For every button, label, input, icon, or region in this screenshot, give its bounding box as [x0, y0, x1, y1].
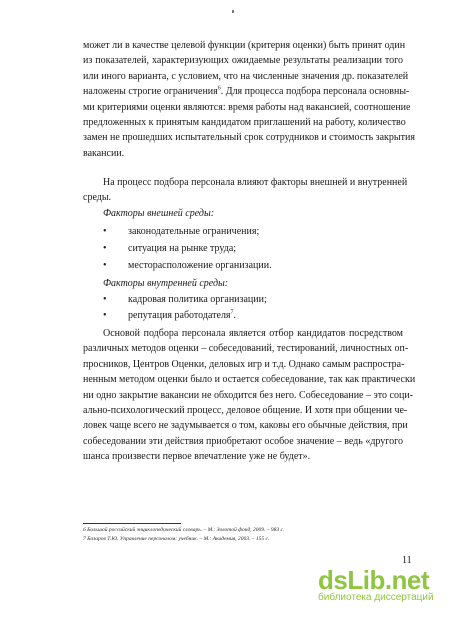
text-line: ально-психологический процесс, деловое общение. И хотя при общении че- [83, 405, 408, 417]
text-line: может ли в качестве целевой функции (критерия оценки) быть принят один [83, 40, 406, 51]
text-line: ненным методом оценки было и остается собеседование, так как практически [83, 374, 416, 386]
watermark-logo: dsLib.net [318, 565, 430, 595]
bullet-icon: • [103, 310, 107, 321]
text-line: ловек чаще всего не задумывается о том, каковы его обычные действия, при [83, 420, 408, 432]
text-line: ми критериями оценки являются: время работы над вакансией, соотношение [83, 101, 411, 113]
list-item-text: месторасположение организации. [128, 260, 272, 271]
text-line: предложенных к принятым кандидатом приглашений на работу, количество [83, 117, 406, 129]
text-line: среды. [83, 192, 112, 204]
list-item [103, 310, 236, 321]
text-line: вакансии. [83, 147, 125, 159]
list-item [103, 260, 272, 271]
page-number: 11 [402, 555, 412, 566]
text-line: ни одно закрытие вакансии не обходится без него. Собеседование – это соци- [83, 389, 413, 401]
footnote: 6 Большой российский энциклопедический словарь. – М.: Золотой фонд, 2009. – 983 с. [83, 527, 285, 533]
footnote-divider [83, 523, 181, 524]
list-item-text: ситуация на рынке труда; [128, 243, 237, 254]
internal-factors-heading: Факторы внутренней среды: [103, 278, 229, 289]
bullet-icon: • [103, 260, 107, 271]
text-segment: . [233, 310, 237, 321]
text-segment: . Для процесса подбора персонала основны- [220, 86, 410, 98]
text-line: Основой подбора персонала является отбор кандидатов посредством [103, 328, 403, 339]
text-line: из показателей, характеризующих ожидаемые результаты реализации того [83, 55, 403, 67]
footnote-ref: 7 [230, 309, 234, 316]
scan-artifact [232, 10, 234, 13]
text-line: или иного варианта, с условием, что на численные значения др. показателей [83, 70, 409, 82]
list-item-text: кадровая политика организации; [128, 294, 267, 305]
text-line: шанса произвести первое впечатление уже не будет». [83, 451, 311, 463]
list-item-text [128, 310, 236, 321]
list-item-text: законодательные ограничения; [128, 226, 260, 237]
watermark [318, 565, 448, 603]
bullet-icon: • [103, 226, 107, 237]
text-line: различных методов оценки – собеседований, тестирований, личностных оп- [83, 343, 409, 355]
text-segment: наложены строгие ограничения [83, 86, 218, 98]
bullet-icon: • [103, 243, 107, 254]
text-line: замен не прошедших испытательный срок сотрудников и стоимость закрытия [83, 132, 415, 144]
list-item [103, 226, 259, 237]
text-segment: репутация работодателя [128, 310, 231, 321]
footnote-ref: 6 [217, 85, 221, 92]
text-line: собеседовании эти действия приобретают особое значение – ведь «другого [83, 435, 403, 447]
text-line: На процесс подбора персонала влияют факторы внешней и внутренней [103, 177, 408, 188]
list-item [103, 294, 267, 305]
text-line [83, 84, 410, 99]
text-line: просников, Центров Оценки, деловых игр и т.д. Однако самым распростра- [83, 358, 405, 370]
paragraph-3 [83, 326, 416, 465]
external-factors-heading: Факторы внешней среды: [103, 208, 215, 219]
bullet-icon: • [103, 294, 107, 305]
paragraph-2 [83, 175, 408, 206]
watermark-subtitle: библиотека диссертаций [318, 592, 434, 603]
list-item [103, 243, 236, 254]
paragraph-1 [83, 38, 415, 161]
footnote: 7 Базаров Т.Ю. Управление персоналом: учебник. – М.: Академия, 2003. – 155 с. [83, 536, 270, 542]
